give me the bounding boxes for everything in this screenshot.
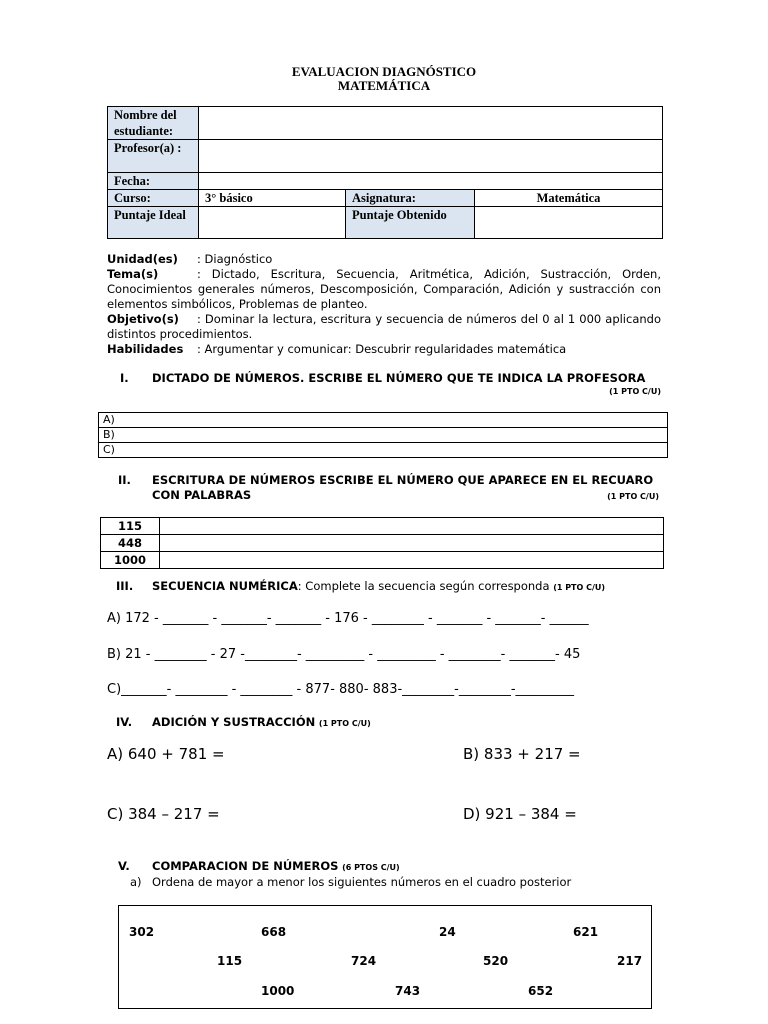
subject-label: Asignatura: [346,190,475,207]
section-1-number: I. [120,371,129,385]
date-label: Fecha: [108,173,199,190]
writing-number-3: 1000 [101,552,160,569]
course-value: 3° básico [199,190,346,207]
course-label: Curso: [108,190,199,207]
date-field[interactable] [199,173,663,190]
ideal-score-field[interactable] [199,207,346,239]
section-5-number: V. [118,859,130,873]
section-3-heading [152,579,605,593]
section-5-sub-letter: a) [130,875,142,889]
numbers-box [118,905,652,1009]
compare-number: 115 [217,954,243,968]
student-name-field[interactable] [199,107,663,140]
student-info-table [107,106,663,239]
unit-label: Unidad(es) [107,252,178,266]
section-3-instruction: : Complete la secuencia según corresponda [297,579,550,593]
compare-number: 302 [129,925,155,939]
section-4-number: IV. [116,715,133,729]
title-line-2: MATEMÁTICA [337,78,431,93]
dictation-row-c[interactable]: C) [99,443,668,458]
section-5-sub-text: Ordena de mayor a menor los siguientes números en el cuadro posterior [152,875,572,889]
section-4-points: (1 PTO C/U) [318,719,371,728]
teacher-field[interactable] [199,140,663,173]
section-4-heading [152,715,371,729]
compare-number: 724 [351,954,377,968]
skills-line [107,342,661,357]
section-5-points: (6 PTOS C/U) [342,863,400,872]
operation-a: A) 640 + 781 = [107,745,225,763]
writing-table [100,517,664,569]
subject-value: Matemática [475,190,663,207]
obtained-score-label: Puntaje Obtenido [346,207,475,239]
theme-label: Tema(s) [107,267,159,281]
writing-answer-2[interactable] [160,535,664,552]
unit-line [107,252,661,267]
writing-number-2: 448 [101,535,160,552]
dictation-table [98,412,668,458]
objective-line [107,312,661,342]
section-2-title-line-2: CON PALABRAS [152,488,252,502]
compare-number: 217 [617,954,643,968]
objective-label: Objetivo(s) [107,312,179,326]
compare-number: 652 [528,984,554,998]
student-name-label: Nombre del estudiante: [108,107,199,140]
compare-number: 621 [573,925,599,939]
compare-number: 520 [483,954,509,968]
unit-value: : Diagnóstico [197,252,273,266]
section-2-number: II. [118,473,131,487]
compare-number: 668 [261,925,287,939]
operation-c: C) 384 – 217 = [107,805,220,823]
section-3-points: (1 PTO C/U) [553,583,606,592]
operation-b: B) 833 + 217 = [463,745,581,763]
sequence-line-c[interactable]: C)_______- ________ - ________ - 877- 880- 883-________-________-_________ [107,682,575,697]
writing-answer-3[interactable] [160,552,664,569]
section-5-heading [152,859,400,873]
section-2-points: (1 PTO C/U) [607,492,659,501]
ideal-score-label: Puntaje Ideal [108,207,199,239]
teacher-label: Profesor(a) : [108,140,199,173]
title-line-1: EVALUACION DIAGNÓSTICO [291,64,477,79]
dictation-row-a[interactable]: A) [99,413,668,428]
skills-label: Habilidades [107,342,184,356]
objective-value: : Dominar la lectura, escritura y secuencia de números del 0 al 1 000 aplicando distintos procedimientos. [107,312,661,341]
section-2-title-line-1: ESCRITURA DE NÚMEROS ESCRIBE EL NÚMERO QUE APARECE EN EL RECUARO [152,473,654,487]
theme-line [107,267,661,312]
obtained-score-field[interactable] [475,207,663,239]
writing-answer-1[interactable] [160,518,664,535]
writing-number-1: 115 [101,518,160,535]
section-5-title: COMPARACION DE NÚMEROS [152,859,339,873]
sequence-line-b[interactable]: B) 21 - ________ - 27 -________- _________ - _________ - ________- _______- 45 [107,647,581,662]
compare-number: 24 [439,925,456,939]
section-3-title: SECUENCIA NUMÉRICA [152,579,298,593]
compare-number: 743 [395,984,421,998]
sequence-line-a[interactable]: A) 172 - _______ - _______- _______ - 176 - ________ - _______ - _______- ______ [107,611,589,626]
skills-value: : Argumentar y comunicar: Descubrir regularidades matemática [197,342,567,356]
theme-value: : Dictado, Escritura, Secuencia, Aritmética, Adición, Sustracción, Orden, Conocimientos generales números, Descomposición, Comparación, Adición y sustracción con elementos simbólicos, Problemas de planteo. [107,267,661,311]
section-4-title: ADICIÓN Y SUSTRACCIÓN [152,715,316,729]
section-1-title: DICTADO DE NÚMEROS. ESCRIBE EL NÚMERO QUE TE INDICA LA PROFESORA [152,371,646,385]
section-3-number: III. [116,579,134,593]
dictation-row-b[interactable]: B) [99,428,668,443]
compare-number: 1000 [261,984,295,998]
operation-d: D) 921 – 384 = [463,805,577,823]
section-1-points: (1 PTO C/U) [609,387,661,396]
